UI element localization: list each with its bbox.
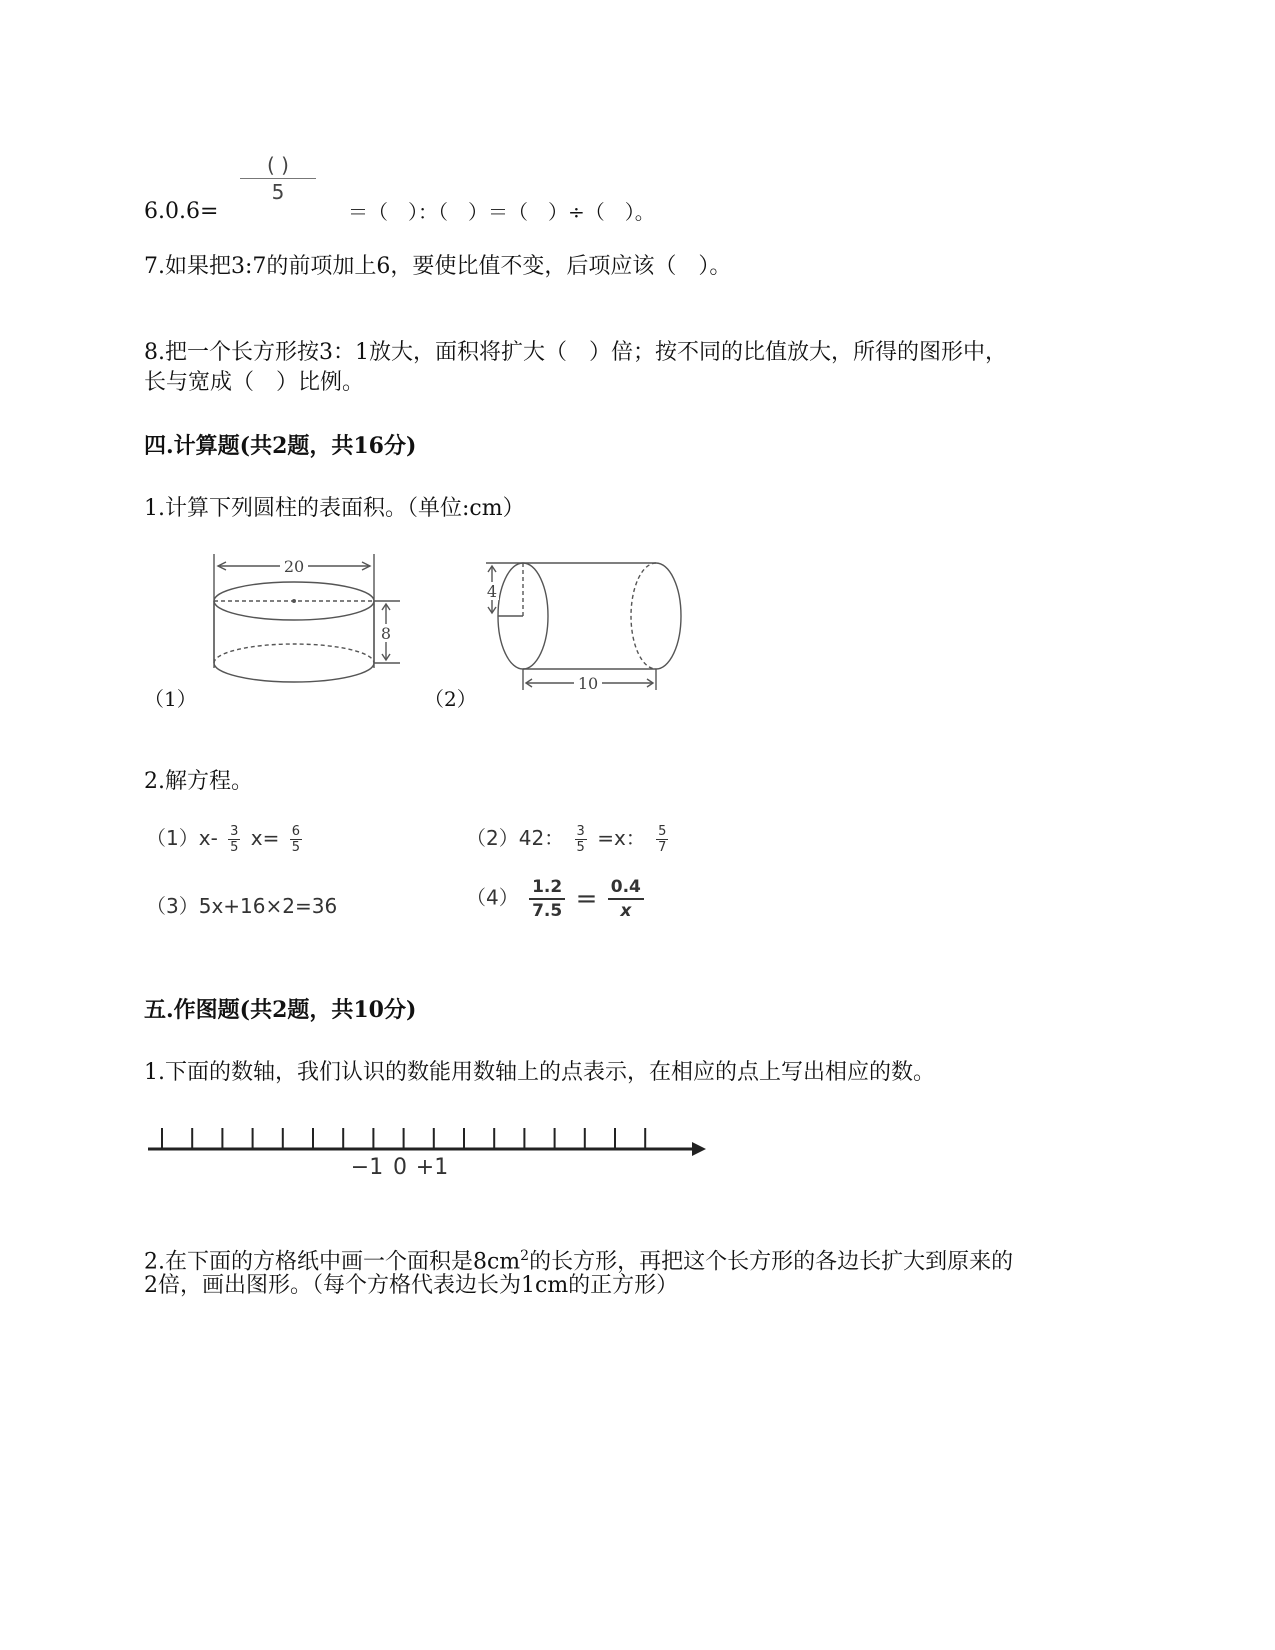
eq4-f1-num: 1.2: [529, 876, 565, 900]
q6-rest: ＝（ ）：（ ）＝（ ）÷（ ）。: [348, 200, 655, 224]
fig2-radius-label: 4: [486, 582, 498, 601]
eq2-fraction-1: [575, 824, 587, 855]
eq1-f1-den: 5: [230, 840, 239, 855]
eq2-f2-den: 7: [658, 840, 667, 855]
section5-heading: 五.作图题(共2题，共10分): [144, 997, 417, 1023]
cylinder-figure-1: [200, 548, 410, 698]
section4-heading: 四.计算题(共2题，共16分): [144, 433, 417, 459]
fig2-label: （2）: [424, 687, 477, 711]
q6-fraction-numerator: ( ): [240, 152, 316, 179]
eq2-a: 42：: [518, 826, 565, 850]
q8-line2: 长与宽成（ ）比例。: [144, 370, 365, 395]
q6-fraction-denominator: 5: [271, 180, 285, 204]
q6-prefix: 6.0.6=: [144, 199, 219, 224]
fig2-length-label: 10: [577, 674, 599, 693]
eq4-f2-num: 0.4: [608, 876, 644, 900]
eq1-fraction-1: [228, 824, 240, 855]
eq3-label: （3）: [146, 894, 199, 918]
equation-3: [146, 890, 337, 919]
eq2-f1-num: 3: [576, 824, 585, 839]
number-line-label-plus1: +1: [415, 1155, 449, 1180]
number-line-label-0: 0: [393, 1155, 407, 1180]
number-line-label-minus1: −1: [350, 1155, 384, 1180]
s4-q2-text: 2.解方程。: [144, 769, 253, 794]
eq4-label: （4）: [466, 885, 519, 910]
eq1-fraction-2: [290, 824, 302, 855]
eq1-a: x-: [198, 826, 218, 850]
eq2-label: （2）: [466, 826, 519, 850]
eq4-fraction-2: [608, 876, 644, 922]
equation-1: [146, 822, 306, 855]
eq1-b: x=: [250, 826, 280, 850]
eq1-f1-num: 3: [230, 824, 239, 839]
eq1-f2-den: 5: [291, 840, 301, 855]
s5-q2-line1-a: 2.在下面的方格纸中画一个面积是8cm: [144, 1249, 521, 1275]
s4-q1-text: 1.计算下列圆柱的表面积。（单位:cm）: [144, 496, 525, 521]
eq4-fraction-1: [529, 876, 565, 922]
eq4-equals: =: [575, 884, 598, 914]
s5-q2-line2: 2倍，画出图形。（每个方格代表边长为1cm的正方形）: [144, 1273, 679, 1298]
fig1-label: （1）: [144, 687, 197, 711]
eq1-label: （1）: [146, 826, 199, 850]
s5-q2-line1-b: 的长方形，再把这个长方形的各边长扩大到原来的: [529, 1249, 1014, 1275]
eq2-b: =x：: [597, 826, 646, 850]
eq4-f1-den: 7.5: [532, 901, 563, 921]
eq1-f2-num: 6: [291, 824, 301, 839]
s5-q2-superscript: 2: [520, 1248, 530, 1264]
q8-line1: 8.把一个长方形按3：1放大，面积将扩大（ ）倍；按不同的比值放大，所得的图形中，: [144, 340, 1007, 365]
eq3-text: 5x+16×2=36: [198, 894, 338, 918]
fig1-height-label: 8: [380, 624, 392, 643]
equation-2: [466, 822, 672, 855]
equation-4: [466, 876, 648, 922]
q6-fraction: [240, 152, 316, 205]
eq2-f1-den: 5: [576, 840, 585, 855]
eq4-f2-den: x: [620, 901, 632, 921]
eq2-f2-num: 5: [658, 824, 667, 839]
eq2-fraction-2: [656, 824, 668, 855]
fig1-width-label: 20: [283, 557, 305, 576]
number-line: [140, 1120, 720, 1190]
cylinder-figure-2: [478, 552, 688, 702]
q7-text: 7.如果把3:7的前项加上6，要使比值不变，后项应该（ ）。: [144, 254, 732, 279]
s5-q1-text: 1.下面的数轴，我们认识的数能用数轴上的点表示，在相应的点上写出相应的数。: [144, 1060, 935, 1085]
